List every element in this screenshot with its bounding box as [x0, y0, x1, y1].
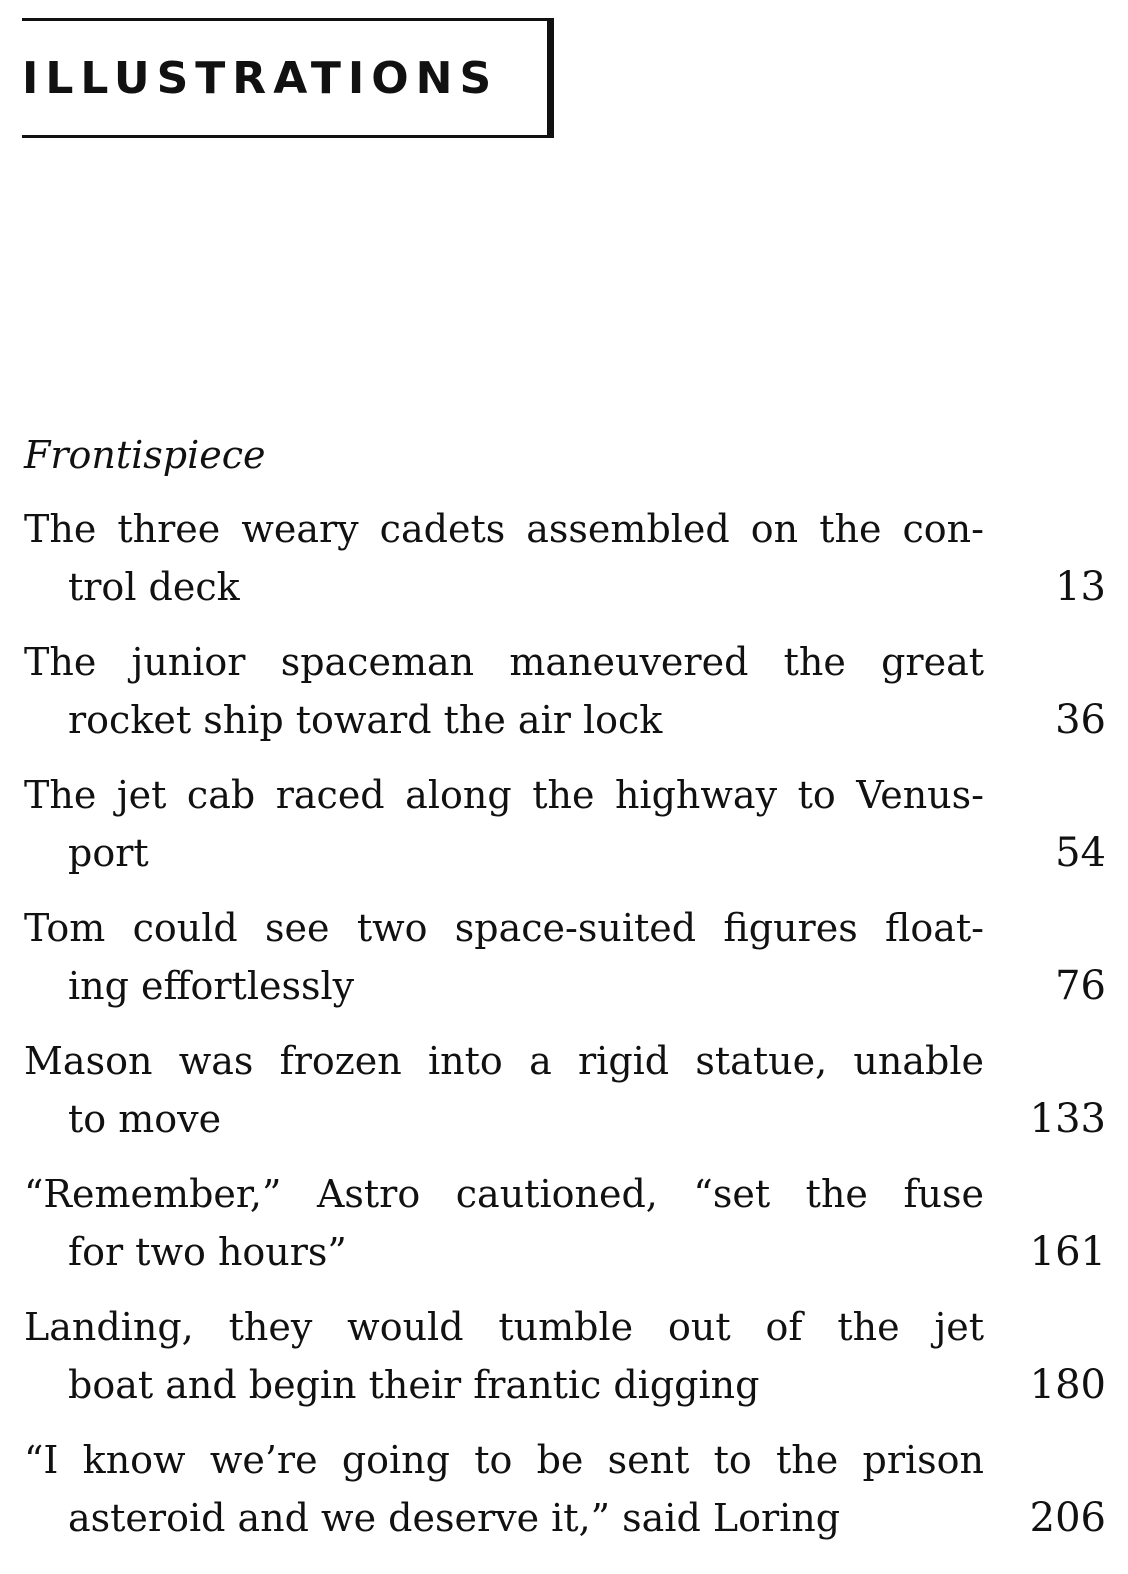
entry-caption-line-2: asteroid and we deserve it,” said Loring	[68, 1496, 841, 1540]
illustration-entry-2	[24, 633, 1106, 749]
entry-caption-line-1: Landing, they would tumble out of the jet	[24, 1305, 984, 1349]
frontispiece-label: Frontispiece	[24, 433, 266, 477]
entry-caption-line-2: port	[68, 831, 149, 875]
entry-page-number: 161	[1029, 1229, 1106, 1275]
illustration-entry-3	[24, 766, 1106, 882]
entry-page-number: 76	[1055, 963, 1106, 1009]
entry-caption-line-1: Mason was frozen into a rigid statue, unable	[24, 1039, 984, 1083]
entry-caption-line-1: “Remember,” Astro cautioned, “set the fuse	[24, 1172, 984, 1216]
entry-caption-line-2: boat and begin their frantic digging	[68, 1363, 760, 1407]
entry-page-number: 180	[1029, 1362, 1106, 1408]
entry-caption-line-1: The junior spaceman maneuvered the great	[24, 640, 984, 684]
entry-page-number: 206	[1029, 1495, 1106, 1541]
illustration-entry-8	[24, 1431, 1106, 1547]
entry-caption-line-2: ing effortlessly	[68, 964, 355, 1008]
entry-page-number: 13	[1055, 564, 1106, 610]
entry-caption-line-1: The jet cab raced along the highway to Venus-	[24, 773, 984, 817]
entry-caption-line-1: The three weary cadets assembled on the con-	[24, 507, 984, 551]
entry-caption-line-2: trol deck	[68, 565, 240, 609]
illustration-entry-5	[24, 1032, 1106, 1148]
heading-box	[22, 18, 554, 138]
entry-caption-line-1: “I know we’re going to be sent to the prison	[24, 1438, 984, 1482]
illustration-entry-4	[24, 899, 1106, 1015]
entry-page-number: 36	[1055, 697, 1106, 743]
page-title: ILLUSTRATIONS	[22, 53, 499, 104]
entry-caption-line-2: for two hours”	[68, 1230, 347, 1274]
illustration-entry-7	[24, 1298, 1106, 1414]
entry-caption-line-2: to move	[68, 1097, 222, 1141]
illustration-entry-1	[24, 500, 1106, 616]
illustration-entry-6	[24, 1165, 1106, 1281]
entry-caption-line-1: Tom could see two space-suited figures float-	[24, 906, 984, 950]
entry-page-number: 133	[1029, 1096, 1106, 1142]
entry-page-number: 54	[1055, 830, 1106, 876]
entry-caption-line-2: rocket ship toward the air lock	[68, 698, 663, 742]
